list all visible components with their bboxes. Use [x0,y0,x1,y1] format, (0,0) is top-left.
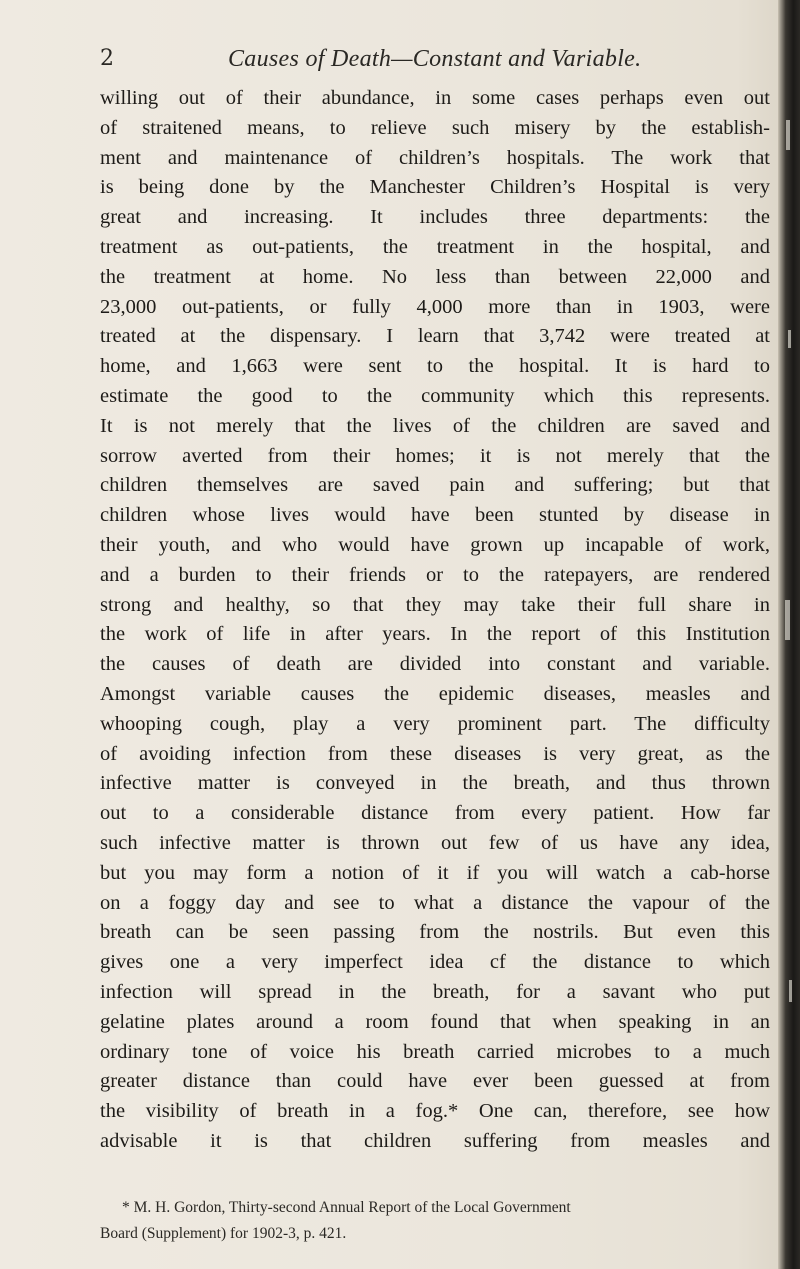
footnote-line: Board (Supplement) for 1902-3, p. 421. [100,1225,347,1242]
text-line: great and increasing. It includes three departments: the [100,206,770,229]
text-line: children themselves are saved pain and suffering; but that [100,474,770,497]
running-title: Causes of Death—Constant and Variable. [228,46,642,72]
text-line: greater distance than could have ever been guessed at from [100,1070,770,1093]
footnote [100,1195,770,1247]
text-line: ordinary tone of voice his breath carried microbes to a much [100,1040,770,1063]
paper-speck [789,980,792,1002]
text-line: gelatine plates around a room found that when speaking in an [100,1010,770,1033]
text-line: treated at the dispensary. I learn that 3,742 were treated at [100,325,770,348]
footnote-line: * M. H. Gordon, Thirty-second Annual Report of the Local Government [122,1199,571,1216]
text-line: gives one a very imperfect idea cf the distance to which [100,951,770,974]
paper-speck [785,600,790,640]
text-line: children whose lives would have been stunted by disease in [100,504,770,527]
text-line: infection will spread in the breath, for a savant who put [100,980,770,1003]
book-spine-shadow [778,0,800,1269]
paper-speck [788,330,791,348]
running-head [0,46,800,76]
paper-speck [786,120,790,150]
text-line: of straitened means, to relieve such misery by the establish- [100,116,770,139]
text-line: the causes of death are divided into constant and variable. [100,653,770,676]
text-line: the treatment at home. No less than between 22,000 and [100,265,770,288]
text-line: such infective matter is thrown out few of us have any idea, [100,831,770,854]
text-line: willing out of their abundance, in some cases perhaps even out [100,87,770,109]
text-line: breath can be seen passing from the nostrils. But even this [100,921,770,944]
text-line: and a burden to their friends or to the ratepayers, are rendered [100,563,770,586]
text-line: Amongst variable causes the epidemic diseases, measles and [100,682,770,705]
text-line: infective matter is conveyed in the breath, and thus thrown [100,772,770,795]
page-number: 2 [100,46,114,71]
text-line: advisable it is that children suffering from measles and [100,1129,770,1152]
text-line: strong and healthy, so that they may take their full share in [100,593,770,616]
text-line: out to a considerable distance from every patient. How far [100,802,770,825]
text-line: but you may form a notion of it if you will watch a cab-horse [100,861,770,884]
text-line: sorrow averted from their homes; it is not merely that the [100,444,770,467]
text-line: their youth, and who would have grown up incapable of work, [100,533,770,556]
text-line: home, and 1,663 were sent to the hospital. It is hard to [100,355,770,378]
text-line: is being done by the Manchester Children’s Hospital is very [100,176,770,199]
text-line: treatment as out-patients, the treatment in the hospital, and [100,235,770,258]
text-line: of avoiding infection from these diseases is very great, as the [100,742,770,765]
text-line: on a foggy day and see to what a distance the vapour of the [100,891,770,914]
body-text [100,84,770,1157]
text-line: ment and maintenance of children’s hospitals. The work that [100,146,770,169]
text-line: whooping cough, play a very prominent part. The difficulty [100,712,770,735]
text-line: the work of life in after years. In the report of this Institution [100,623,770,646]
text-line: 23,000 out-patients, or fully 4,000 more than in 1903, were [100,295,770,318]
text-line: It is not merely that the lives of the children are saved and [100,414,770,437]
text-line: estimate the good to the community which this represents. [100,384,770,407]
text-line: the visibility of breath in a fog.* One can, therefore, see how [100,1100,770,1123]
